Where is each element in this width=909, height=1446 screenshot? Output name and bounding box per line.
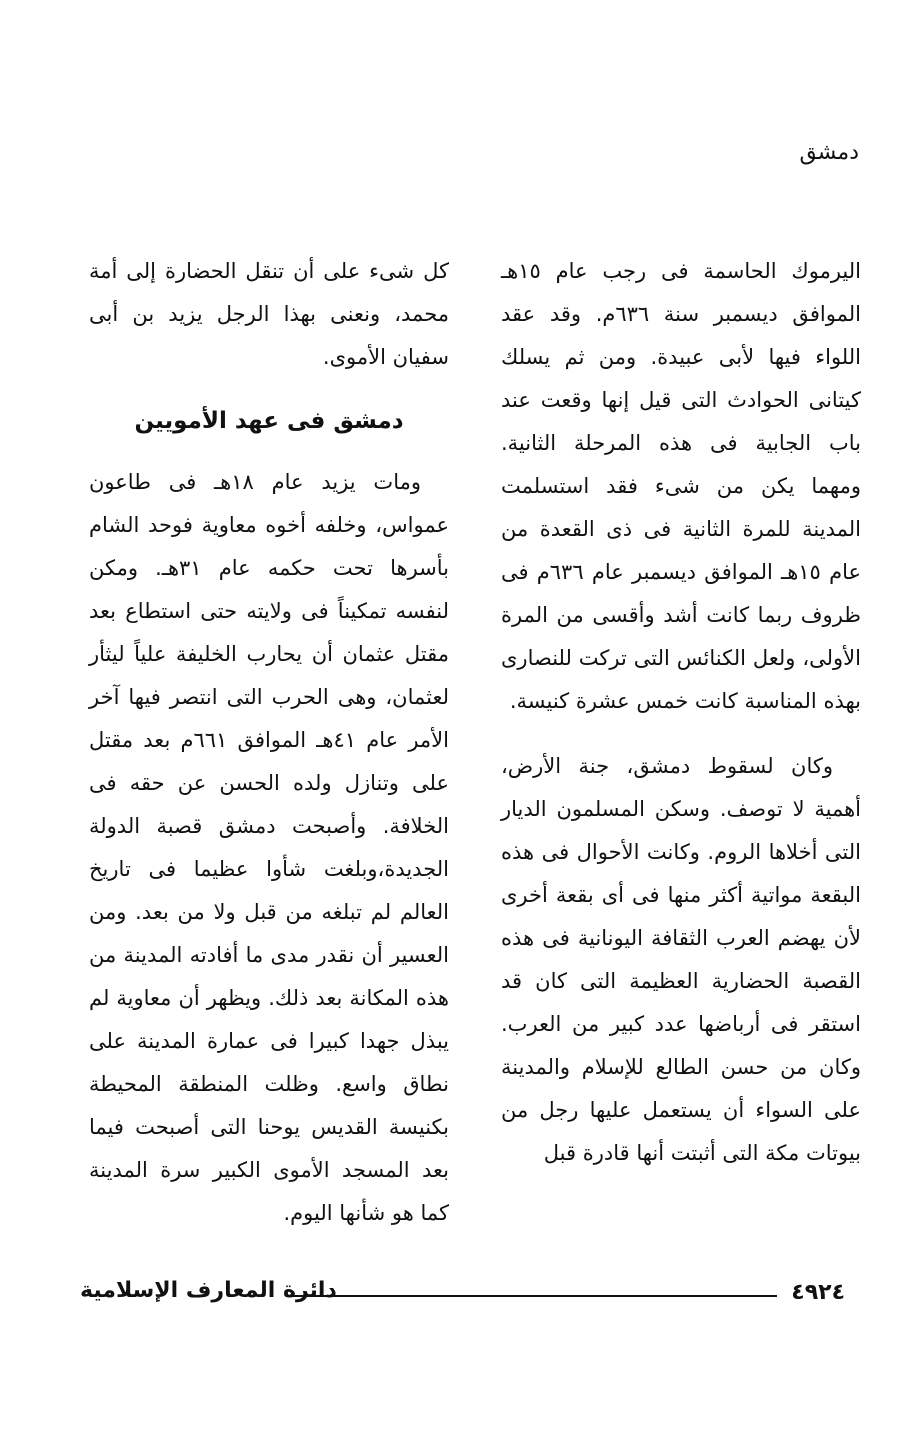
right-paragraph-1: اليرموك الحاسمة فى رجب عام ١٥هـ الموافق ديسمبر سنة ٦٣٦م. وقد عقد اللواء فيها لأبى عبيدة. ومن ثم يسلك كيتانى الحوادث التى قيل إنها وقعت عند باب الجابية فى هذه المرحلة الثانية. ومهما يكن من شىء فقد استسلمت المدينة للمرة الثانية فى ذى القعدة من عام ١٥هـ الموافق ديسمبر عام ٦٣٦م فى ظروف ربما كانت أشد وأقسى من المرة الأولى، ولعل الكنائس التى تركت للنصارى بهذه المناسبة كانت خمس عشرة كنيسة. — [501, 259, 861, 713]
running-head: دمشق — [799, 140, 859, 165]
footer-rule — [292, 1295, 777, 1297]
left-intro-paragraph: كل شىء على أن تنقل الحضارة إلى أمة محمد، ونعنى بهذا الرجل يزيد بن أبى سفيان الأموى. — [89, 259, 449, 369]
page-number: ٤٩٢٤ — [791, 1280, 845, 1305]
page-footer — [80, 1272, 845, 1312]
right-paragraph-2: وكان لسقوط دمشق، جنة الأرض، أهمية لا توصف. وسكن المسلمون الديار التى أخلاها الروم. وكانت الأحوال فى هذه البقعة مواتية أكثر منها فى أى بقعة أخرى لأن يهضم العرب الثقافة اليونانية فى هذه القصبة الحضارية العظيمة التى كان قد استقر فى أرباضها عدد كبير من العرب. وكان من حسن الطالع للإسلام والمدينة على السواء أن يستعمل عليها رجل من بيوتات مكة التى أثبتت أنها قادرة قبل — [501, 754, 861, 1165]
left-body-paragraph: ومات يزيد عام ١٨هـ فى طاعون عمواس، وخلفه أخوه معاوية فوحد الشام بأسرها تحت حكمه عام ٣١هـ. ومكن لنفسه تمكيناً فى ولايته حتى استطاع بعد مقتل عثمان أن يحارب الخليفة علياً ليثأر لعثمان، وهى الحرب التى انتصر فيها آخر الأمر عام ٤١هـ الموافق ٦٦١م بعد مقتل على وتنازل ولده الحسن عن حقه فى الخلافة. وأصبحت دمشق قصبة الدولة الجديدة،وبلغت شأوا عظيما فى تاريخ العالم لم تبلغه من قبل ولا من بعد. ومن العسير أن نقدر مدى ما أفادته المدينة من هذه المكانة بعد ذلك. ويظهر أن معاوية لم يبذل جهدا كبيرا فى عمارة المدينة على نطاق واسع. وظلت المنطقة المحيطة بكنيسة القديس يوحنا التى أصبحت فيما بعد المسجد الأموى الكبير سرة المدينة كما هو شأنها اليوم. — [89, 470, 449, 1225]
journal-name: دائرة المعارف الإسلامية — [80, 1278, 337, 1303]
section-heading: دمشق فى عهد الأمويين — [134, 408, 404, 434]
right-column — [501, 250, 861, 1175]
left-column — [89, 250, 449, 1235]
